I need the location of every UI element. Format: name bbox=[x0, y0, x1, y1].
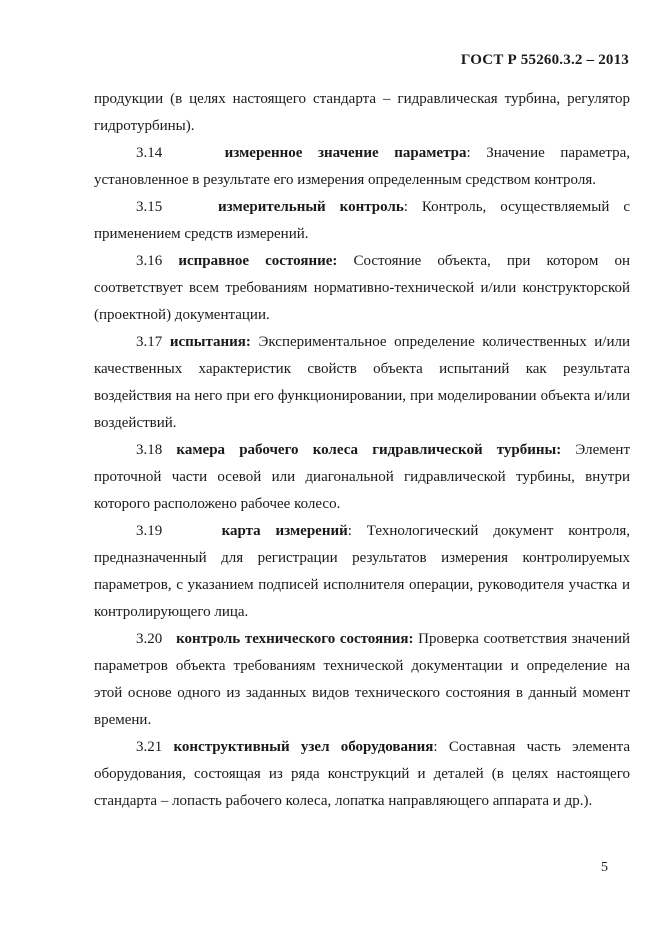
definition-entry bbox=[94, 626, 630, 734]
definition-entry bbox=[94, 329, 630, 437]
definition-entry bbox=[94, 194, 630, 248]
entry-definition: Состояние объекта, при котором он соответствует всем требованиям нормативно-технической и/или конструкторской (проектной) документации. bbox=[94, 253, 630, 323]
entry-number: 3.18 bbox=[136, 442, 163, 458]
entry-number: 3.21 bbox=[136, 739, 163, 755]
entry-definition: Элемент проточной части осевой или диагональной гидравлической турбины, внутри которого расположено рабочее колесо. bbox=[94, 442, 631, 512]
entry-term: конструктивный узел оборудования bbox=[173, 739, 434, 755]
entry-number: 3.15 bbox=[136, 199, 163, 215]
definition-entry bbox=[94, 437, 630, 518]
entry-definition: Контроль, осуществляемый с применением средств измерений. bbox=[94, 199, 630, 242]
entry-number: 3.14 bbox=[136, 145, 163, 161]
entry-number: 3.20 bbox=[136, 631, 163, 647]
entry-separator: : bbox=[466, 145, 471, 161]
entry-definition: Составная часть элемента оборудования, состоящая из ряда конструкций и деталей (в целях настоящего стандарта – лопасть рабочего колеса, лопатка направляющего аппарата и др.). bbox=[94, 739, 630, 809]
definition-entry bbox=[94, 734, 630, 815]
entry-definition: Экспериментальное определение количественных и/или качественных характеристик свойств объекта испытаний как результата воздействия на него при его функционировании, при моделировании объекта и/или воздействий. bbox=[94, 334, 631, 431]
entry-term: камера рабочего колеса гидравлической турбины: bbox=[176, 442, 562, 458]
entry-number: 3.19 bbox=[136, 523, 163, 539]
entry-number: 3.16 bbox=[136, 253, 163, 269]
document-body bbox=[94, 86, 630, 815]
standard-header: ГОСТ Р 55260.3.2 – 2013 bbox=[460, 52, 629, 68]
definition-entry bbox=[94, 140, 630, 194]
entry-definition: Технологический документ контроля, предназначенный для регистрации результатов измерения контролируемых параметров, с указанием подписей исполнителя операции, руководителя участка и контролирующего лица. bbox=[94, 523, 631, 620]
entry-term: измеренное значение параметра bbox=[224, 145, 467, 161]
entry-definition: Значение параметра, установленное в результате его измерения определенным средством контроля. bbox=[94, 145, 630, 188]
page-number: 5 bbox=[601, 860, 608, 875]
entry-term: контроль технического состояния: bbox=[176, 631, 414, 647]
definition-entry bbox=[94, 518, 630, 626]
entry-term: измерительный контроль bbox=[218, 199, 404, 215]
entry-separator: : bbox=[433, 739, 438, 755]
entry-number: 3.17 bbox=[136, 334, 163, 350]
continuation-text: продукции (в целях настоящего стандарта – гидравлическая турбина, регулятор гидротурбины). bbox=[94, 91, 630, 134]
entry-definition: Проверка соответствия значений параметров объекта требованиям технической документации и определение на этой основе одного из заданных видов технического состояния в данный момент времени. bbox=[94, 631, 631, 728]
entry-term: карта измерений bbox=[221, 523, 348, 539]
entry-separator: : bbox=[403, 199, 408, 215]
definition-entry bbox=[94, 248, 630, 329]
entry-term: исправное состояние: bbox=[178, 253, 338, 269]
entry-separator: : bbox=[347, 523, 352, 539]
entry-term: испытания: bbox=[169, 334, 251, 350]
